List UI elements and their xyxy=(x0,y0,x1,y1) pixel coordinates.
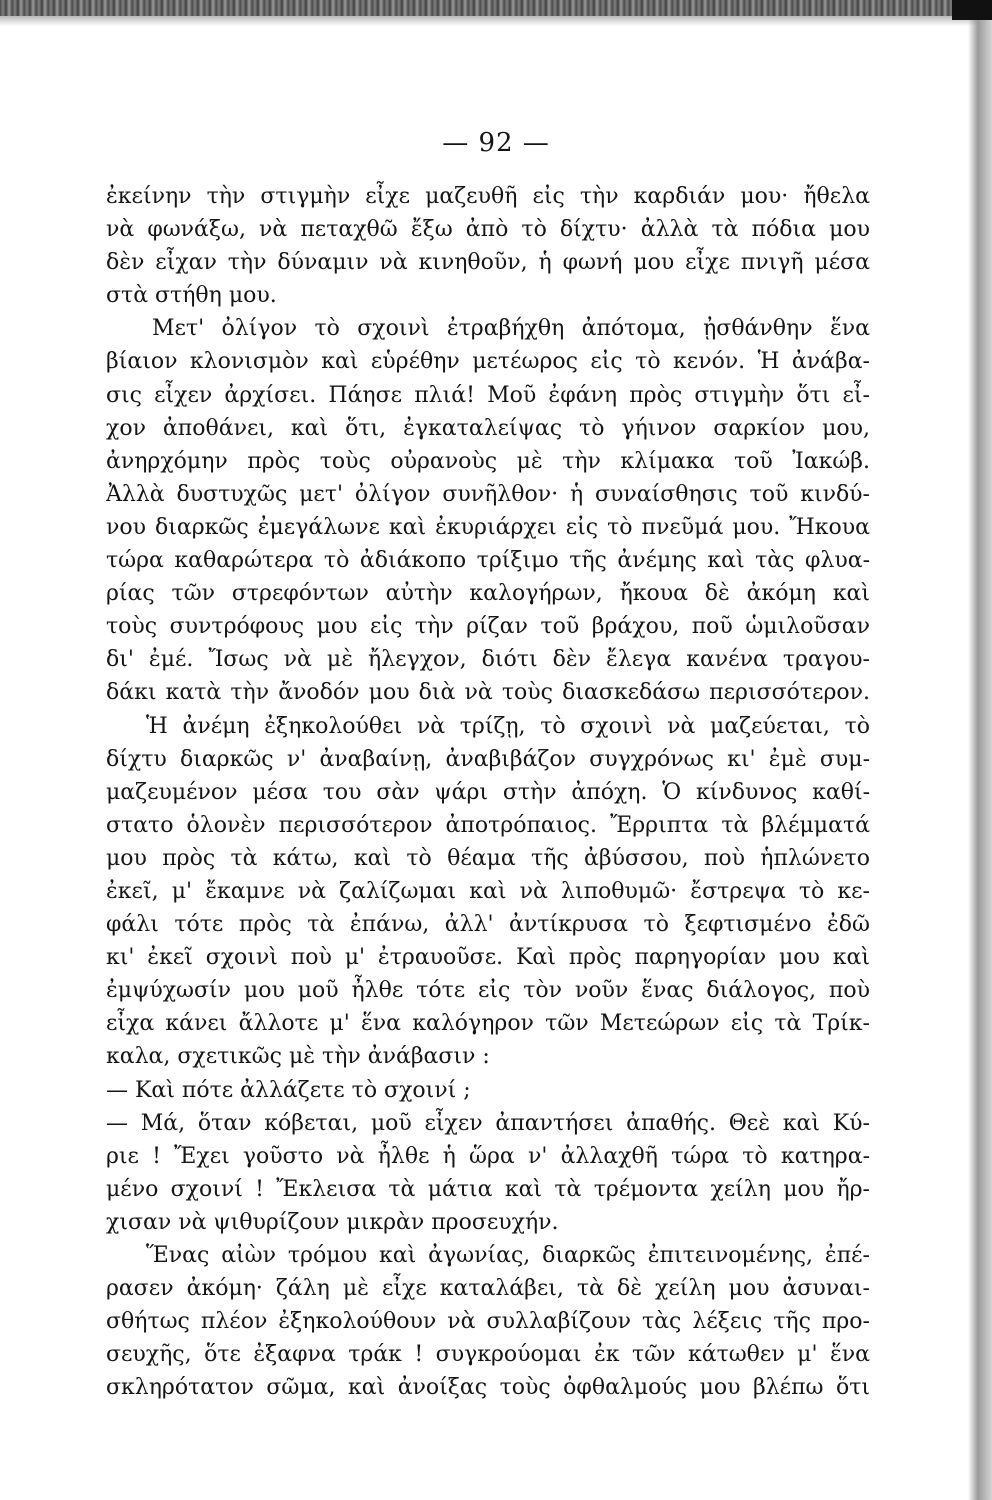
text-line: ριε ! Ἔχει γοῦστο νὰ ἦλθε ἡ ὥρα ν' ἀλλαχθῆ τώρα τὸ κατηρα- xyxy=(106,1143,870,1169)
scan-border-right xyxy=(968,0,992,1500)
text-line: ρασεν ἀκόμη· ζάλη μὲ εἶχε καταλάβει, τὰ δὲ χείλη μου ἀσυναι- xyxy=(106,1276,870,1302)
text-line: μένο σχοινί ! Ἔκλεισα τὰ μάτια καὶ τὰ τρέμοντα χείλη μου ἤρ- xyxy=(106,1176,870,1202)
body-text xyxy=(106,180,870,1404)
text-line: Ἀλλὰ δυστυχῶς μετ' ὀλίγον συνῆλθον· ἡ συναίσθησις τοῦ κινδύ- xyxy=(106,481,870,507)
text-line: καλα, σχετικῶς μὲ τὴν ἀνάβασιν : xyxy=(106,1044,490,1070)
text-line: ἀνηρχόμην πρὸς τοὺς οὐρανοὺς μὲ τὴν κλίμακα τοῦ Ἰακώβ. xyxy=(106,448,870,474)
text-line: χισαν νὰ ψιθυρίζουν μικρὰν προσευχήν. xyxy=(106,1209,559,1235)
text-line: ἐκεῖ, μ' ἔκαμνε νὰ ζαλίζωμαι καὶ νὰ λιποθυμῶ· ἔστρεψα τὸ κε- xyxy=(106,878,870,904)
text-line: δι' ἐμέ. Ἴσως νὰ μὲ ἤλεγχον, διότι δὲν ἔλεγα κανένα τραγου- xyxy=(106,647,870,673)
text-line: χον ἀποθάνει, καὶ ὅτι, ἐγκαταλείψας τὸ γήινον σαρκίον μου, xyxy=(106,415,870,441)
page-number: — 92 — xyxy=(442,128,550,158)
text-line: ρίας τῶν στρεφόντων αὐτὴν καλογήρων, ἤκουα δὲ ἀκόμη καὶ xyxy=(106,581,870,607)
text-line: ἐμψύχωσίν μου μοῦ ἦλθε τότε εἰς τὸν νοῦν ἕνας διάλογος, ποὺ xyxy=(106,978,870,1004)
text-line: νὰ φωνάξω, νὰ πεταχθῶ ἔξω ἀπὸ τὸ δίχτυ· ἀλλὰ τὰ πόδια μου xyxy=(106,217,870,243)
text-line: νου διαρκῶς ἐμεγάλωνε καὶ ἐκυριάρχει εἰς τὸ πνεῦμά μου. Ἤκουα xyxy=(106,514,870,540)
text-line: μαζευμένον μέσα του σὰν ψάρι στὴν ἀπόχη. Ὁ κίνδυνος καθί- xyxy=(106,779,870,805)
scan-shadow-top xyxy=(0,16,992,26)
text-line: — Καὶ πότε ἀλλάζετε τὸ σχοινί ; xyxy=(106,1077,471,1103)
text-line: κι' ἐκεῖ σχοινὶ ποὺ μ' ἐτραυοῦσε. Καὶ πρὸς παρηγορίαν μου καὶ xyxy=(106,945,870,971)
text-line: βίαιον κλονισμὸν καὶ εὑρέθην μετέωρος εἰς τὸ κενόν. Ἡ ἀνάβα- xyxy=(106,349,870,375)
text-line: στὰ στήθη μου. xyxy=(106,283,277,309)
text-line: τώρα καθαρώτερα τὸ ἀδιάκοπο τρίξιμο τῆς ἀνέμης καὶ τὰς φλυα- xyxy=(106,548,870,574)
text-line: δὲν εἶχαν τὴν δύναμιν νὰ κινηθοῦν, ἡ φωνή μου εἶχε πνιγῆ μέσα xyxy=(106,250,870,276)
text-line: Ἕνας αἰὼν τρόμου καὶ ἀγωνίας, διαρκῶς ἐπιτεινομένης, ἐπέ- xyxy=(146,1243,870,1268)
text-line: δίχτυ διαρκῶς ν' ἀναβαίνῃ, ἀναβιβάζον συγχρόνως κι' ἐμὲ συμ- xyxy=(106,746,870,772)
text-line: στατο ὁλονὲν περισσότερον ἀποτρόπαιος. Ἔρριπτα τὰ βλέμματά xyxy=(106,812,870,838)
text-line: — Μά, ὅταν κόβεται, μοῦ εἶχεν ἀπαντήσει ἀπαθής. Θεὲ καὶ Κύ- xyxy=(106,1110,870,1136)
text-line: ἐκείνην τὴν στιγμὴν εἶχε μαζευθῆ εἰς τὴν καρδιάν μου· ἤθελα xyxy=(106,184,870,209)
text-line: σθήτως πλέον ἐξηκολούθουν νὰ συλλαβίζουν τὰς λέξεις τῆς προ- xyxy=(106,1309,870,1335)
text-line: μου πρὸς τὰ κάτω, καὶ τὸ θέαμα τῆς ἀβύσσου, ποὺ ἡπλώνετο xyxy=(106,845,870,871)
text-line: σκληρότατον σῶμα, καὶ ἀνοίξας τοὺς ὀφθαλμούς μου βλέπω ὅτι xyxy=(106,1375,870,1401)
scan-border-top xyxy=(0,0,992,16)
text-line: σις εἶχεν ἀρχίσει. Πάησε πλιά! Μοῦ ἐφάνη πρὸς στιγμὴν ὅτι εἶ- xyxy=(106,382,870,408)
scan-corner xyxy=(952,0,992,20)
text-line: δάκι κατὰ τὴν ἄνοδόν μου διὰ νὰ τοὺς διασκεδάσω περισσότερον. xyxy=(106,680,870,706)
text-line: σευχῆς, ὅτε ἐξαφνα τράκ ! συγκρούομαι ἐκ τῶν κάτωθεν μ' ἕνα xyxy=(106,1342,870,1368)
text-line: Ἡ ἀνέμη ἐξηκολούθει νὰ τρίζῃ, τὸ σχοινὶ νὰ μαζεύεται, τὸ xyxy=(146,713,870,739)
text-line: εἶχα κάνει ἄλλοτε μ' ἕνα καλόγηρον τῶν Μετεώρων εἰς τὰ Τρίκ- xyxy=(106,1011,870,1037)
text-line: τοὺς συντρόφους μου εἰς τὴν ρίζαν τοῦ βράχου, ποῦ ὡμιλοῦσαν xyxy=(106,614,870,640)
text-line: φάλι τότε πρὸς τὰ ἐπάνω, ἀλλ' ἀντίκρυσα τὸ ξεφτισμένο ἐδῶ xyxy=(106,912,870,938)
text-line: Μετ' ὀλίγον τὸ σχοινὶ ἐτραβήχθη ἀπότομα, ᾐσθάνθην ἕνα xyxy=(152,316,870,342)
